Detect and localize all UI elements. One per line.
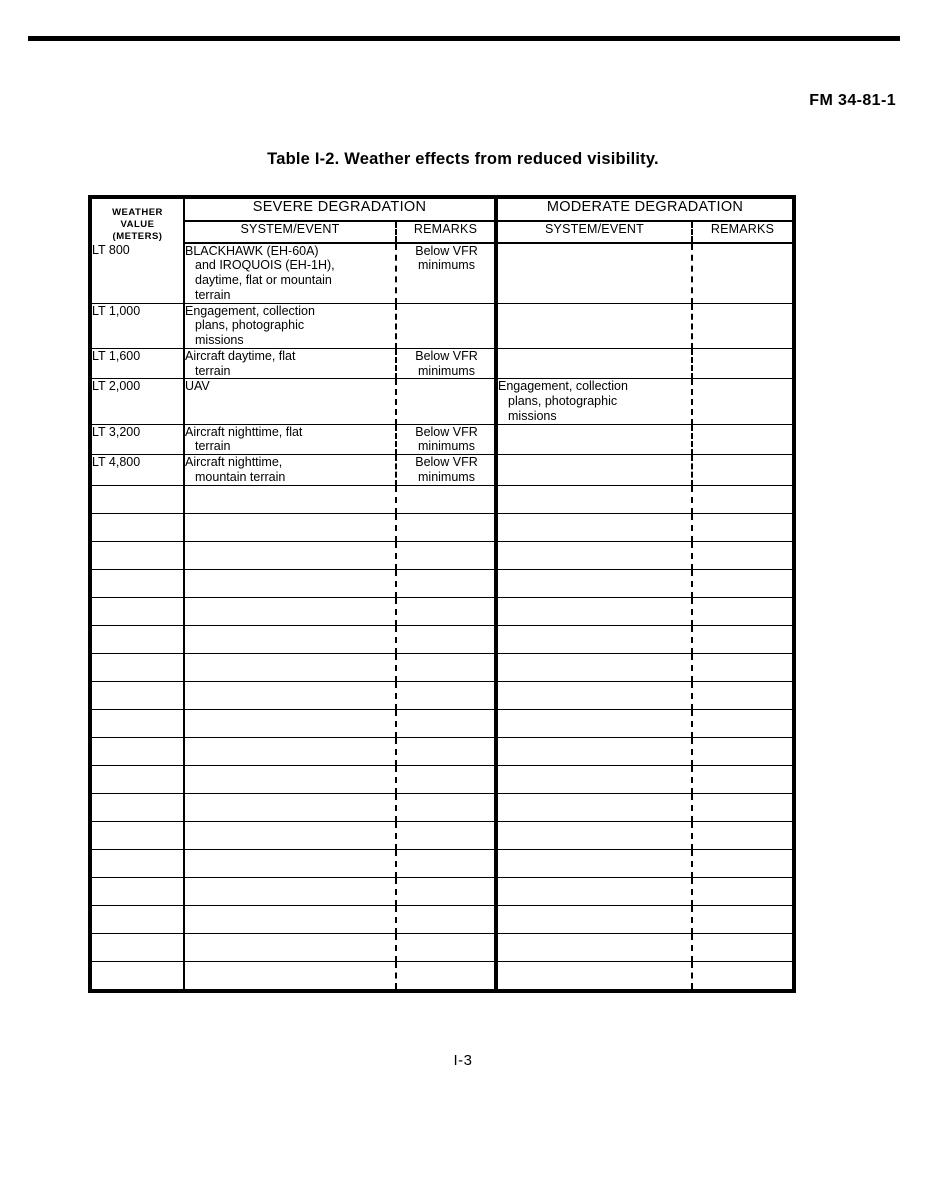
- cell-severe-remarks: [396, 877, 496, 905]
- cell-severe-remarks: [396, 961, 496, 989]
- text-line: minimums: [418, 258, 475, 273]
- cell-moderate-system-event: [496, 424, 692, 455]
- cell-weather-value: [92, 961, 184, 989]
- text-line: minimums: [418, 469, 475, 484]
- cell-moderate-remarks: [692, 303, 792, 348]
- cell-moderate-remarks: [692, 455, 792, 486]
- cell-weather-value: [92, 709, 184, 737]
- cell-moderate-remarks: [692, 961, 792, 989]
- table-row-empty: [92, 877, 792, 905]
- cell-moderate-remarks: [692, 877, 792, 905]
- cell-moderate-system-event: [496, 933, 692, 961]
- cell-moderate-system-event: [496, 905, 692, 933]
- cell-weather-value: LT 800: [92, 243, 184, 304]
- table-row: [92, 379, 792, 424]
- cell-moderate-remarks: [692, 541, 792, 569]
- cell-weather-value: LT 2,000: [92, 379, 184, 424]
- cell-weather-value: [92, 793, 184, 821]
- cell-weather-value: LT 4,800: [92, 455, 184, 486]
- text-line: and IROQUOIS (EH-1H),: [195, 258, 335, 273]
- cell-severe-remarks: [396, 424, 496, 455]
- cell-weather-value: LT 1,000: [92, 303, 184, 348]
- cell-moderate-remarks: [692, 681, 792, 709]
- cell-severe-system-event: [184, 821, 396, 849]
- table-row: [92, 303, 792, 348]
- cell-moderate-remarks: [692, 597, 792, 625]
- text-line: plans, photographic: [508, 394, 618, 409]
- table-row-empty: [92, 625, 792, 653]
- cell-severe-system-event: [184, 765, 396, 793]
- table-header-row-sub: [92, 221, 792, 242]
- cell-severe-system-event: [184, 849, 396, 877]
- cell-severe-system-event: [184, 485, 396, 513]
- cell-moderate-system-event: [496, 681, 692, 709]
- cell-moderate-system-event: [496, 961, 692, 989]
- cell-severe-system-event: [184, 303, 396, 348]
- cell-moderate-remarks: [692, 348, 792, 379]
- cell-severe-remarks: [396, 709, 496, 737]
- cell-moderate-remarks: [692, 709, 792, 737]
- table-row-empty: [92, 597, 792, 625]
- cell-moderate-system-event: [496, 379, 692, 424]
- cell-moderate-system-event: [496, 653, 692, 681]
- text-line: missions: [508, 408, 557, 423]
- text-line: daytime, flat or mountain: [195, 273, 332, 288]
- cell-moderate-remarks: [692, 765, 792, 793]
- text-line: plans, photographic: [195, 318, 305, 333]
- cell-moderate-remarks: [692, 793, 792, 821]
- text-line: Below VFR: [415, 424, 478, 439]
- cell-weather-value: LT 3,200: [92, 424, 184, 455]
- cell-severe-remarks: [396, 303, 496, 348]
- cell-severe-system-event: [184, 541, 396, 569]
- cell-moderate-remarks: [692, 424, 792, 455]
- cell-moderate-system-event: [496, 348, 692, 379]
- table-header-row-top: [92, 199, 792, 221]
- document-id: FM 34-81-1: [809, 92, 896, 109]
- cell-weather-value: [92, 905, 184, 933]
- header-system-event-moderate: SYSTEM/EVENT: [496, 221, 692, 242]
- cell-weather-value: LT 1,600: [92, 348, 184, 379]
- table: [92, 199, 792, 989]
- text-line: Engagement, collection: [498, 379, 628, 394]
- cell-moderate-remarks: [692, 933, 792, 961]
- cell-severe-remarks: [396, 765, 496, 793]
- cell-moderate-system-event: [496, 793, 692, 821]
- table-row-empty: [92, 737, 792, 765]
- cell-weather-value: [92, 765, 184, 793]
- cell-severe-system-event: [184, 961, 396, 989]
- cell-moderate-system-event: [496, 455, 692, 486]
- text-line: BLACKHAWK (EH-60A): [185, 243, 319, 258]
- cell-severe-remarks: [396, 653, 496, 681]
- header-weather-value: WEATHER VALUE (METERS): [92, 199, 184, 243]
- text-line: missions: [195, 333, 244, 348]
- cell-severe-remarks: [396, 379, 496, 424]
- cell-moderate-system-event: [496, 877, 692, 905]
- cell-moderate-remarks: [692, 243, 792, 304]
- cell-severe-system-event: [184, 597, 396, 625]
- cell-severe-remarks: [396, 905, 496, 933]
- header-system-event-severe: SYSTEM/EVENT: [184, 221, 396, 242]
- cell-moderate-remarks: [692, 379, 792, 424]
- cell-weather-value: [92, 597, 184, 625]
- cell-weather-value: [92, 625, 184, 653]
- cell-weather-value: [92, 485, 184, 513]
- cell-weather-value: [92, 933, 184, 961]
- cell-moderate-remarks: [692, 625, 792, 653]
- cell-severe-system-event: [184, 933, 396, 961]
- header-moderate-degradation: MODERATE DEGRADATION: [496, 199, 792, 221]
- cell-moderate-system-event: [496, 569, 692, 597]
- cell-severe-system-event: [184, 737, 396, 765]
- weather-effects-table: [88, 195, 796, 993]
- cell-severe-remarks: [396, 793, 496, 821]
- cell-severe-remarks: [396, 243, 496, 304]
- cell-severe-system-event: [184, 877, 396, 905]
- cell-severe-remarks: [396, 348, 496, 379]
- table-row: [92, 455, 792, 486]
- header-remarks-severe: REMARKS: [396, 221, 496, 242]
- cell-moderate-remarks: [692, 737, 792, 765]
- cell-moderate-remarks: [692, 653, 792, 681]
- header-severe-degradation: SEVERE DEGRADATION: [184, 199, 496, 221]
- text-line: minimums: [418, 439, 475, 454]
- table-row-empty: [92, 821, 792, 849]
- cell-severe-remarks: [396, 569, 496, 597]
- table-row-empty: [92, 765, 792, 793]
- cell-severe-system-event: [184, 625, 396, 653]
- cell-weather-value: [92, 653, 184, 681]
- text-line: Aircraft nighttime, flat: [185, 424, 303, 439]
- cell-severe-remarks: [396, 821, 496, 849]
- text-line: mountain terrain: [195, 469, 286, 484]
- cell-weather-value: [92, 877, 184, 905]
- text-line: terrain: [195, 439, 231, 454]
- cell-moderate-system-event: [496, 849, 692, 877]
- text-line: terrain: [195, 287, 231, 302]
- table-row-empty: [92, 569, 792, 597]
- cell-severe-remarks: [396, 455, 496, 486]
- table-row: [92, 243, 792, 304]
- cell-severe-system-event: [184, 379, 396, 424]
- text-line: Below VFR: [415, 455, 478, 470]
- cell-severe-remarks: [396, 485, 496, 513]
- table-title: Table I-2. Weather effects from reduced visibility.: [267, 150, 659, 168]
- table-row-empty: [92, 653, 792, 681]
- cell-severe-remarks: [396, 625, 496, 653]
- table-row-empty: [92, 905, 792, 933]
- cell-severe-system-event: [184, 513, 396, 541]
- cell-weather-value: [92, 849, 184, 877]
- cell-moderate-system-event: [496, 513, 692, 541]
- cell-moderate-system-event: [496, 485, 692, 513]
- text-line: Aircraft daytime, flat: [185, 348, 296, 363]
- header-remarks-moderate: REMARKS: [692, 221, 792, 242]
- cell-weather-value: [92, 513, 184, 541]
- table-row-empty: [92, 709, 792, 737]
- table-row-empty: [92, 681, 792, 709]
- cell-moderate-remarks: [692, 905, 792, 933]
- cell-moderate-system-event: [496, 821, 692, 849]
- table-row: [92, 424, 792, 455]
- cell-severe-system-event: [184, 348, 396, 379]
- table-row-empty: [92, 933, 792, 961]
- cell-severe-system-event: [184, 424, 396, 455]
- cell-moderate-remarks: [692, 569, 792, 597]
- cell-severe-remarks: [396, 737, 496, 765]
- cell-moderate-system-event: [496, 597, 692, 625]
- text-line: Aircraft nighttime,: [185, 455, 283, 470]
- cell-severe-system-event: [184, 455, 396, 486]
- table-row: [92, 348, 792, 379]
- cell-moderate-remarks: [692, 821, 792, 849]
- cell-severe-remarks: [396, 849, 496, 877]
- cell-weather-value: [92, 541, 184, 569]
- cell-weather-value: [92, 681, 184, 709]
- page-number: I-3: [453, 1052, 473, 1069]
- table-row-empty: [92, 485, 792, 513]
- header-rule: [28, 36, 900, 41]
- table-row-empty: [92, 961, 792, 989]
- table-row-empty: [92, 541, 792, 569]
- text-line: Engagement, collection: [185, 303, 315, 318]
- cell-moderate-system-event: [496, 243, 692, 304]
- cell-moderate-system-event: [496, 737, 692, 765]
- cell-severe-remarks: [396, 681, 496, 709]
- cell-moderate-remarks: [692, 485, 792, 513]
- cell-moderate-system-event: [496, 303, 692, 348]
- text-line: terrain: [195, 363, 231, 378]
- cell-severe-system-event: [184, 653, 396, 681]
- cell-severe-system-event: [184, 905, 396, 933]
- cell-severe-system-event: [184, 243, 396, 304]
- cell-moderate-system-event: [496, 765, 692, 793]
- table-row-empty: [92, 793, 792, 821]
- cell-weather-value: [92, 569, 184, 597]
- cell-severe-system-event: [184, 709, 396, 737]
- text-line: minimums: [418, 363, 475, 378]
- cell-severe-remarks: [396, 933, 496, 961]
- cell-severe-system-event: [184, 681, 396, 709]
- cell-severe-system-event: [184, 793, 396, 821]
- cell-severe-remarks: [396, 513, 496, 541]
- cell-severe-remarks: [396, 541, 496, 569]
- cell-moderate-system-event: [496, 625, 692, 653]
- cell-moderate-remarks: [692, 849, 792, 877]
- cell-moderate-remarks: [692, 513, 792, 541]
- table-row-empty: [92, 513, 792, 541]
- table-row-empty: [92, 849, 792, 877]
- cell-severe-remarks: [396, 597, 496, 625]
- text-line: UAV: [185, 379, 210, 394]
- cell-moderate-system-event: [496, 709, 692, 737]
- cell-severe-system-event: [184, 569, 396, 597]
- cell-weather-value: [92, 737, 184, 765]
- cell-weather-value: [92, 821, 184, 849]
- cell-moderate-system-event: [496, 541, 692, 569]
- text-line: Below VFR: [415, 243, 478, 258]
- text-line: Below VFR: [415, 348, 478, 363]
